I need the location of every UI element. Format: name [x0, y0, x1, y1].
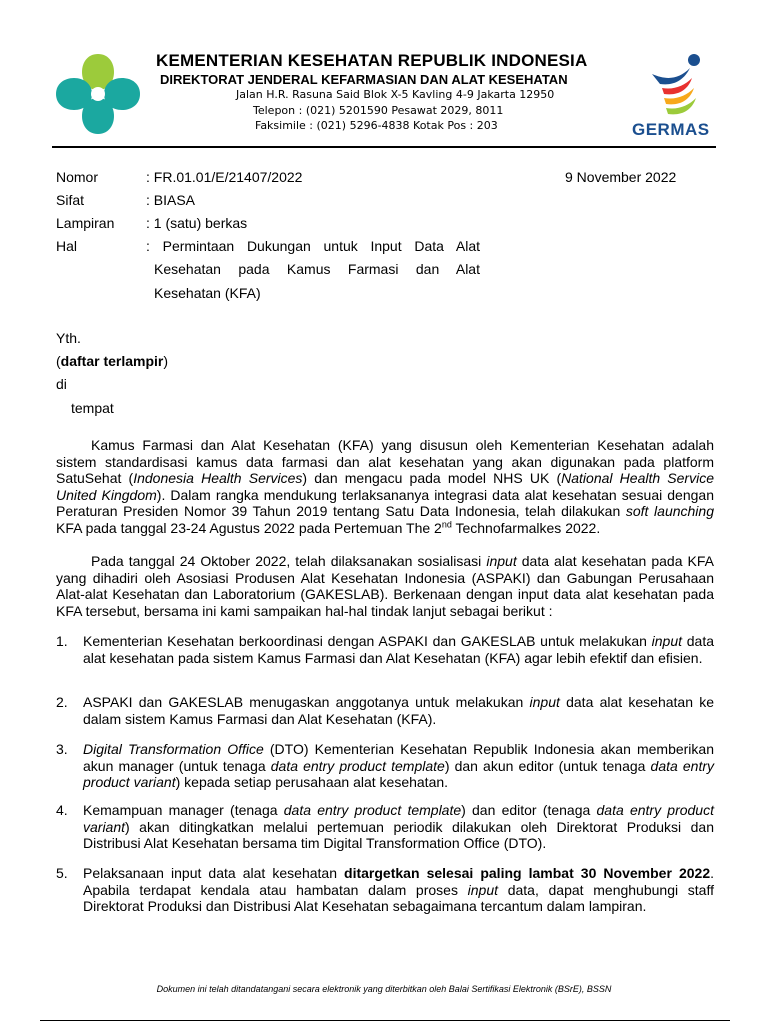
list-item: Digital Transformation Office (DTO) Kementerian Kesehatan Republik Indonesia akan memberikan akun manager (untuk tenaga data entry product template) dan akun editor (untuk tenaga data entry product variant) kepada setiap perusahaan alat kesehatan. [83, 741, 715, 791]
sifat-label: Sifat [56, 192, 85, 208]
list-item-number: 2. [56, 694, 68, 710]
letterhead-address: Jalan H.R. Rasuna Said Blok X-5 Kavling 4-9 Jakarta 12950 [236, 88, 555, 101]
recipient-list: daftar terlampir [60, 353, 164, 369]
list-item-number: 1. [56, 633, 68, 649]
nomor-label: Nomor [56, 169, 99, 185]
hal-label: Hal [56, 238, 78, 254]
paragraph-2: Pada tanggal 24 Oktober 2022, telah dilaksanakan sosialisasi input data alat kesehatan pada KFA yang dihadiri oleh Asosiasi Produsen Alat Kesehatan Indonesia (ASPAKI) dan Gabungan Perusahaan Alat-alat Kesehatan dan Laboratorium (GAKESLAB). Berkenaan dengan input data alat kesehatan pada KFA tersebut, bersama ini kami sampaikan hal-hal tindak lanjut sebagai berikut : [56, 553, 714, 619]
hal-line-2: Kesehatan pada Kamus Farmasi dan Alat [154, 261, 480, 277]
sifat-value: : BIASA [146, 192, 196, 208]
letterhead-divider [52, 146, 716, 148]
hal-line-3: Kesehatan (KFA) [154, 285, 261, 301]
list-item: Kementerian Kesehatan berkoordinasi dengan ASPAKI dan GAKESLAB untuk melakukan input data alat kesehatan pada sistem Kamus Farmasi dan Alat Kesehatan (KFA) agar lebih efektif dan efisien. [83, 633, 715, 666]
lampiran-value: : 1 (satu) berkas [146, 215, 248, 231]
di: di [56, 376, 67, 392]
lampiran-label: Lampiran [56, 215, 115, 231]
nomor-value: : FR.01.01/E/21407/2022 [146, 169, 303, 185]
list-item-number: 3. [56, 741, 68, 757]
ministry-name: KEMENTERIAN KESEHATAN REPUBLIK INDONESIA [156, 51, 588, 70]
letterhead-phone: Telepon : (021) 5201590 Pesawat 2029, 8011 [253, 104, 504, 117]
list-item-number: 4. [56, 802, 68, 818]
directorate-name: DIREKTORAT JENDERAL KEFARMASIAN DAN ALAT KESEHATAN [160, 72, 568, 87]
hal-line-1: : Permintaan Dukungan untuk Input Data Alat [146, 238, 480, 254]
paren-open: ( [56, 353, 61, 369]
e-signature-footer: Dokumen ini telah ditandatangani secara elektronik yang diterbitkan oleh Balai Sertifikasi Elektronik (BSrE), BSSN [156, 984, 612, 994]
list-item: Kemampuan manager (tenaga data entry product template) dan editor (tenaga data entry product variant) akan ditingkatkan melalui pertemuan periodik dilakukan oleh Direktorat Produksi dan Distribusi Alat Kesehatan bersama tim Digital Transformation Office (DTO). [83, 802, 714, 852]
letterhead-fax: Faksimile : (021) 5296-4838 Kotak Pos : 203 [255, 119, 498, 132]
kemenkes-logo [52, 50, 144, 138]
tempat: tempat [71, 400, 114, 416]
recipient-line [56, 353, 168, 369]
list-item-number: 5. [56, 865, 68, 881]
bottom-divider [40, 1020, 730, 1021]
germas-wordmark: GERMAS [632, 120, 710, 139]
paren-close: ) [163, 353, 169, 369]
yth: Yth. [56, 330, 81, 346]
paragraph-1: Kamus Farmasi dan Alat Kesehatan (KFA) yang disusun oleh Kementerian Kesehatan adalah sistem standardisasi kamus data farmasi dan alat kesehatan yang akan digunakan pada platform SatuSehat (Indonesia Health Services) dan mengacu pada model NHS UK (National Health Service United Kingdom). Dalam rangka mendukung terlaksananya integrasi data alat kesehatan sesuai dengan Peraturan Presiden Nomor 39 Tahun 2019 tentang Satu Data Indonesia, telah dilakukan soft launching KFA pada tanggal 23-24 Agustus 2022 pada Pertemuan The 2nd Technofarmalkes 2022. [56, 437, 714, 536]
list-item: Pelaksanaan input data alat kesehatan ditargetkan selesai paling lambat 30 November 2022. Apabila terdapat kendala atau hambatan dalam proses input data, dapat menghubungi staff Direktorat Produksi dan Distribusi Alat Kesehatan sebagaimana tercantum dalam lampiran. [83, 865, 715, 915]
germas-logo [644, 50, 714, 120]
list-item: ASPAKI dan GAKESLAB menugaskan anggotanya untuk melakukan input data alat kesehatan ke dalam sistem Kamus Farmasi dan Alat Kesehatan (KFA). [83, 694, 715, 727]
letter-date: 9 November 2022 [565, 169, 677, 185]
